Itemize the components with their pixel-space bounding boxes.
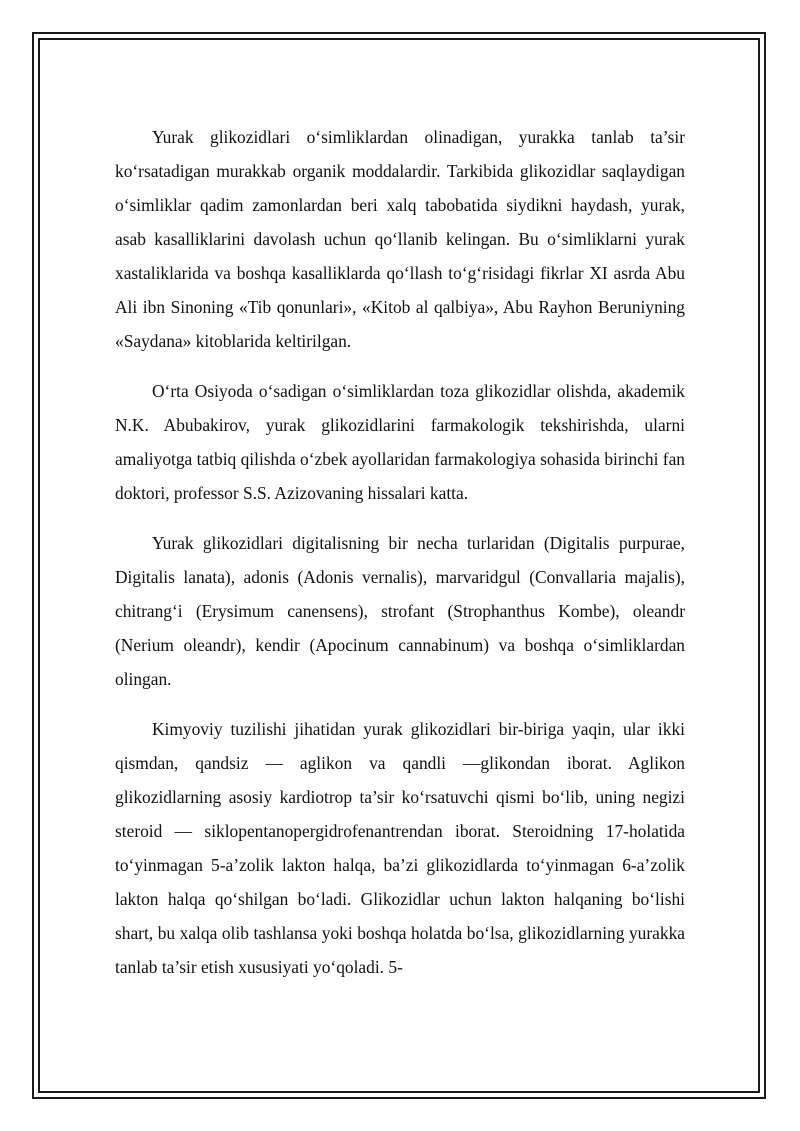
- paragraph-2: O‘rta Osiyoda o‘sadigan o‘simliklardan toza glikozidlar olishda, akademik N.K. Abubakirov, yurak glikozidlarini farmakologik tekshirishda, ularni amaliyotga tatbiq qilishda o‘zbek ayollaridan farmakologiya sohasida birinchi fan doktori, professor S.S. Azizovaning hissalari katta.: [115, 381, 685, 503]
- paragraph-3: Yurak glikozidlari digitalisning bir necha turlaridan (Digitalis purpurae, Digitalis lanata), adonis (Adonis vernalis), marvaridgul (Convallaria majalis), chitrang‘i (Erysimum canensens), strofant (Strophanthus Kombe), oleandr (Nerium oleandr), kendir (Apocinum cannabinum) va boshqa o‘simliklardan olingan.: [115, 533, 685, 689]
- paragraph-1: Yurak glikozidlari o‘simliklardan olinadigan, yurakka tanlab ta’sir ko‘rsatadigan murakkab organik moddalardir. Tarkibida glikozidlar saqlaydigan o‘simliklar qadim zamonlardan beri xalq tabobatida siydikni haydash, yurak, asab kasalliklarini davolash uchun qo‘llanib kelingan. Bu o‘simliklarni yurak xastaliklarida va boshqa kasalliklarda qo‘llash to‘g‘risidagi fikrlar XI asrda Abu Ali ibn Sinoning «Tib qonunlari», «Kitob al qalbiya», Abu Rayhon Beruniyning «Saydana» kitoblarida keltirilgan.: [115, 127, 685, 351]
- document-body: [115, 120, 685, 1000]
- paragraph-4: Kimyoviy tuzilishi jihatidan yurak glikozidlari bir-biriga yaqin, ular ikki qismdan, qandsiz — aglikon va qandli —glikondan iborat. Aglikon glikozidlarning asosiy kardiotrop ta’sir ko‘rsatuvchi qismi bo‘lib, uning negizi steroid — siklopentanopergidrofenantrendan iborat. Steroidning 17-holatida to‘yinmagan 5-a’zolik lakton halqa, ba’zi glikozidlarda to‘yinmagan 6-a’zolik lakton halqa qo‘shilgan bo‘ladi. Glikozidlar uchun lakton halqaning bo‘lishi shart, bu xalqa olib tashlansa yoki boshqa holatda bo‘lsa, glikozidlarning yurakka tanlab ta’sir etish xususiyati yo‘qoladi. 5-: [115, 719, 685, 977]
